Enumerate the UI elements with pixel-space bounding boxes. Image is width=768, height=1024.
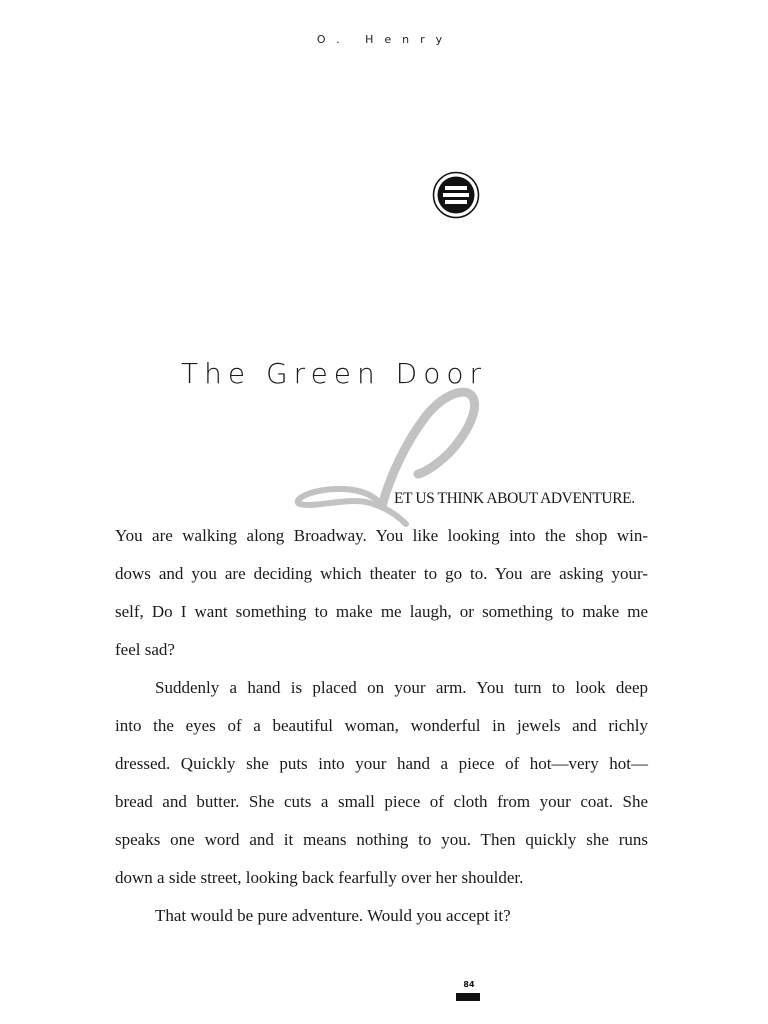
text-line: bread and butter. She cuts a small piece of cloth from your coat. She [115, 792, 648, 811]
text-line: dows and you are deciding which theater to go to. You are asking your- [115, 564, 648, 583]
page-number: 84 [463, 980, 475, 989]
text-line: dressed. Quickly she puts into your hand a piece of hot—very hot— [115, 754, 648, 773]
folio-bar [456, 993, 480, 1001]
text-line: down a side street, looking back fearfully over her shoulder. [115, 868, 524, 887]
text-line: You are walking along Broadway. You like looking into the shop win- [115, 526, 648, 545]
opening-small-caps: ET US THINK ABOUT ADVENTURE. [394, 490, 635, 507]
text-line: speaks one word and it means nothing to you. Then quickly she runs [115, 830, 648, 849]
chapter-title: The Green Door [181, 357, 488, 390]
text-line: That would be pure adventure. Would you accept it? [155, 906, 511, 925]
running-head-author: O. Henry [316, 33, 454, 46]
text-line: Suddenly a hand is placed on your arm. You turn to look deep [155, 678, 648, 697]
text-line: feel sad? [115, 640, 175, 659]
text-line: self, Do I want something to make me laugh, or something to make me [115, 602, 648, 621]
text-line: into the eyes of a beautiful woman, wonderful in jewels and richly [115, 716, 648, 735]
chapter-ornament-icon [432, 171, 480, 219]
